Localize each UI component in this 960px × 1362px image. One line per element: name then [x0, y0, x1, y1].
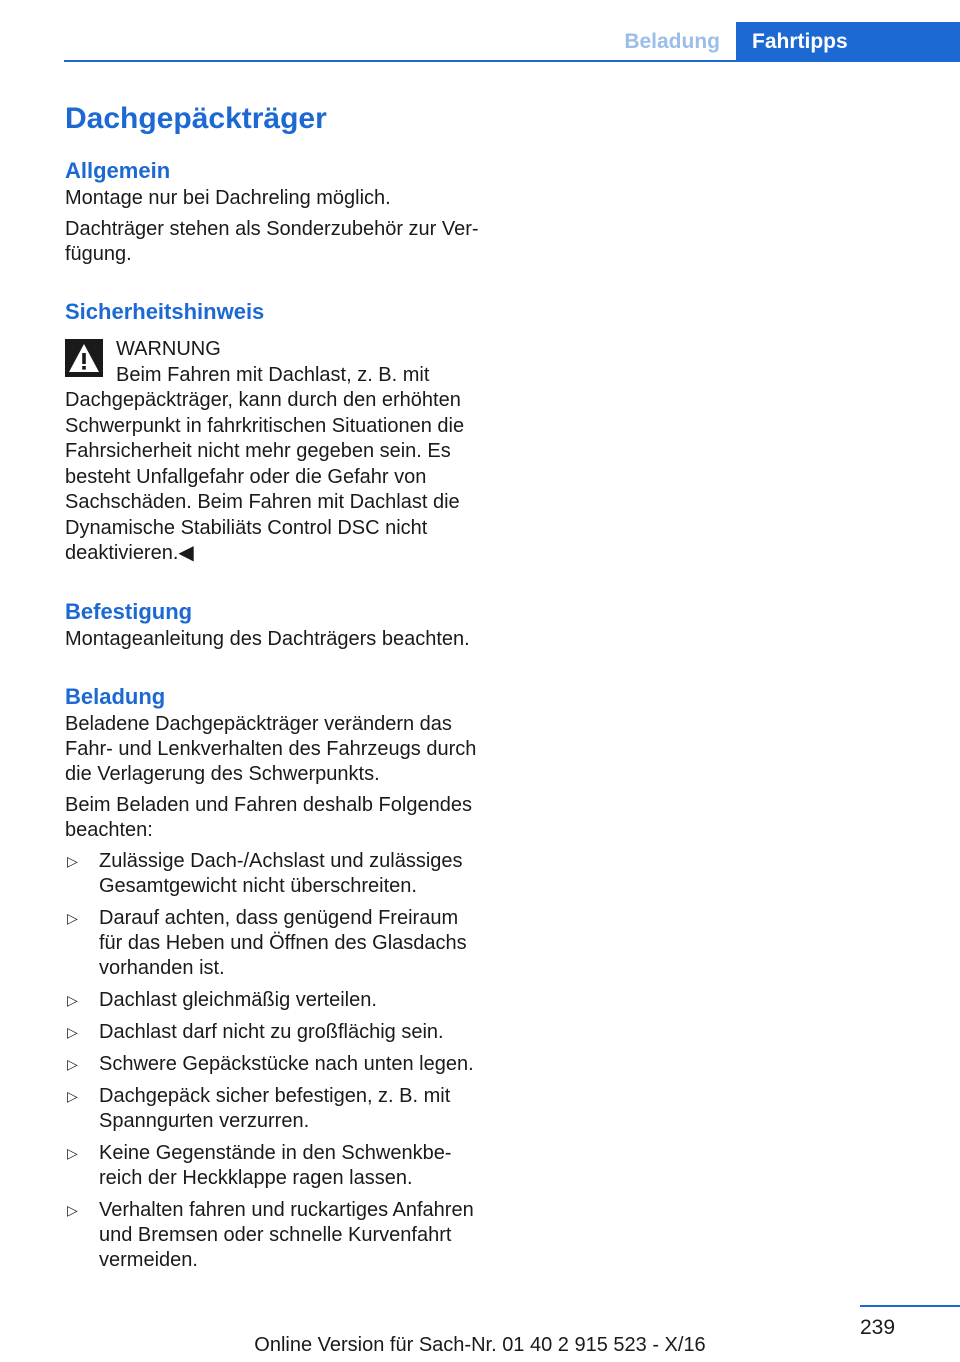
- list-item: ▷ Keine Gegenstände in den Schwenkbe‐ reich der Heckklappe ragen lassen.: [67, 1141, 452, 1189]
- list-item: ▷ Zulässige Dach-/Achslast und zulässiges Gesamtgewicht nicht überschreiten.: [67, 849, 463, 897]
- heading-allgemein: Allgemein: [65, 158, 171, 183]
- heading-befestigung: Befestigung: [65, 598, 193, 624]
- warning-text: Beim Fahren mit Dachlast, z. B. mit Dachgepäckträger, kann durch den erhöhten Schwerpunkt in fahrkritischen Situationen die Fahrsicherheit nicht mehr gegeben sein. Es besteht Unfallgefahr oder die Gefahr von Sachschäden. Beim Fahren mit Dachlast die Dynamische Stabiliäts Control DSC nicht deaktivieren.◀: [65, 363, 465, 564]
- paragraph-montageanleitung: Montageanleitung des Dachträgers beachten.: [65, 627, 470, 650]
- heading-sicherheitshinweis: Sicherheitshinweis: [65, 299, 265, 324]
- tab-fahrtipps[interactable]: Fahrtipps: [736, 22, 960, 62]
- main-column: [65, 100, 480, 1280]
- triangle-bullet-icon: ▷: [67, 1023, 78, 1040]
- page-title: Dachgepäckträger: [65, 102, 327, 135]
- paragraph-beachten: Beim Beladen und Fahren deshalb Folgendes beachten:: [65, 793, 472, 841]
- list-item: ▷ Darauf achten, dass genügend Freiraum für das Heben und Öffnen des Glasdachs vorhanden ist.: [67, 906, 467, 979]
- triangle-bullet-icon: ▷: [67, 852, 78, 869]
- triangle-bullet-icon: ▷: [67, 1087, 78, 1104]
- triangle-bullet-icon: ▷: [67, 1144, 78, 1161]
- warning-label: WARNUNG: [116, 338, 221, 360]
- warning-box: [65, 337, 480, 567]
- list-item: ▷ Dachgepäck sicher befestigen, z. B. mit Spanngurten verzurren.: [67, 1084, 451, 1132]
- beladung-list: [65, 849, 480, 1273]
- footer-text: Online Version für Sach-Nr. 01 40 2 915 523 - X/16: [254, 1334, 706, 1356]
- page-number: 239: [860, 1316, 896, 1339]
- paragraph-montage: Montage nur bei Dachreling möglich.: [65, 187, 391, 209]
- triangle-bullet-icon: ▷: [67, 1201, 78, 1218]
- triangle-bullet-icon: ▷: [67, 991, 78, 1008]
- footer-rule: [860, 1305, 960, 1307]
- triangle-bullet-icon: ▷: [67, 909, 78, 926]
- tab-beladung[interactable]: Beladung: [624, 30, 720, 53]
- paragraph-beladene: Beladene Dachgepäckträger verändern das Fahr- und Lenkverhalten des Fahrzeugs durch die Verlagerung des Schwerpunkts.: [65, 712, 477, 785]
- warning-triangle-icon: [65, 339, 103, 377]
- list-item: ▷ Schwere Gepäckstücke nach unten legen.: [67, 1052, 474, 1075]
- list-item: ▷ Verhalten fahren und ruckartiges Anfahren und Bremsen oder schnelle Kurvenfahrt vermeiden.: [67, 1198, 474, 1271]
- list-item: ▷ Dachlast gleichmäßig verteilen.: [67, 988, 377, 1011]
- list-item: ▷ Dachlast darf nicht zu großflächig sein.: [67, 1020, 444, 1043]
- triangle-bullet-icon: ▷: [67, 1055, 78, 1072]
- warning-text-block: [65, 337, 480, 567]
- heading-beladung: Beladung: [65, 683, 166, 709]
- paragraph-dachtraeger: Dachträger stehen als Sonderzubehör zur Ver‐ fügung.: [65, 218, 479, 265]
